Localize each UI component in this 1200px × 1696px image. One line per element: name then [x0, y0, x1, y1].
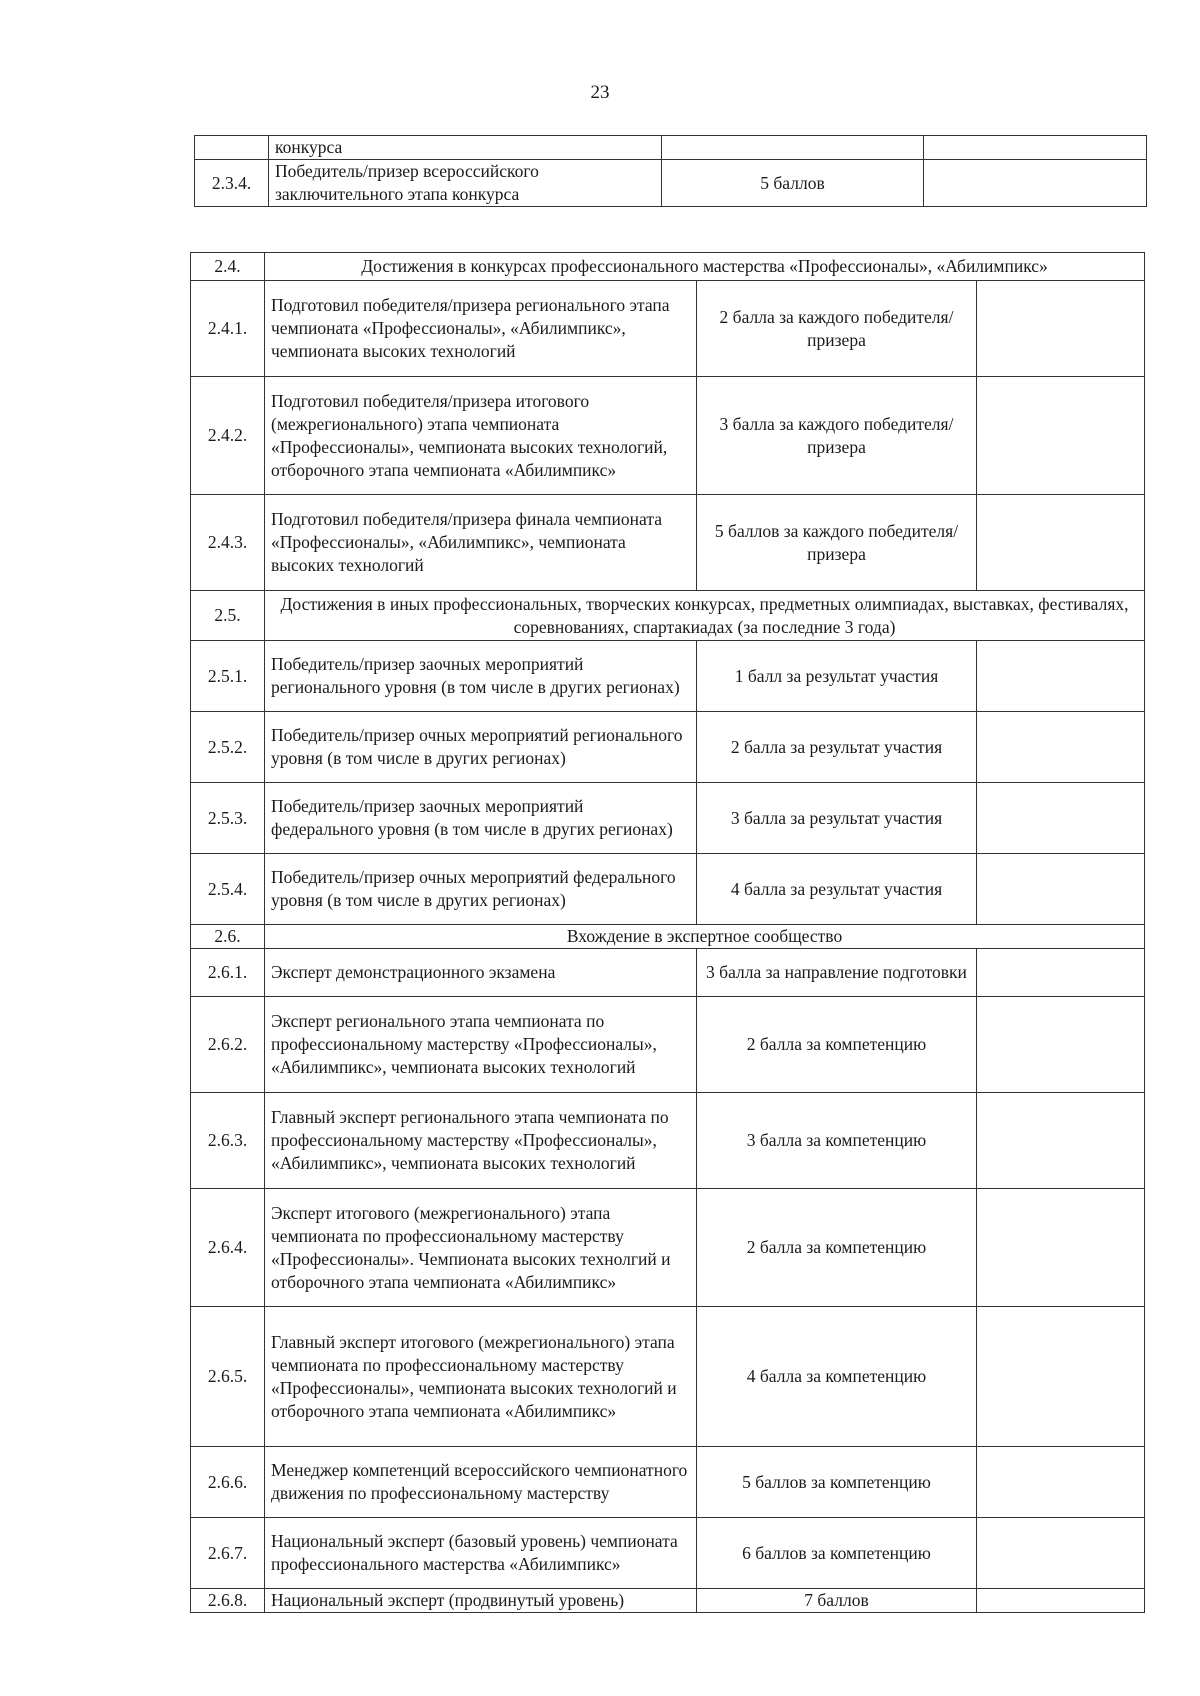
section-number: 2.4.: [191, 253, 265, 281]
row-number: 2.6.3.: [191, 1093, 265, 1189]
row-extra: [977, 641, 1145, 712]
row-number: 2.5.4.: [191, 854, 265, 925]
section-number: 2.6.: [191, 925, 265, 949]
row-score: 2 балла за каждого победителя/призера: [697, 281, 977, 377]
row-score: 5 баллов за каждого победителя/призера: [697, 495, 977, 591]
row-extra: [924, 160, 1147, 207]
section-title: Достижения в иных профессиональных, творческих конкурсах, предметных олимпиадах, выставках, фестивалях, соревнованиях, спартакиадах (за последние 3 года): [265, 591, 1145, 641]
table-row: [191, 377, 1145, 495]
row-description: Победитель/призер всероссийского заключительного этапа конкурса: [269, 160, 662, 207]
row-extra: [977, 377, 1145, 495]
section-number: 2.5.: [191, 591, 265, 641]
row-description: Главный эксперт итогового (межрегионального) этапа чемпионата по профессиональному мастерству «Профессионалы», чемпионата высоких технологий и отборочного этапа чемпионата «Абилимпикс»: [265, 1307, 697, 1447]
table-row: [191, 1307, 1145, 1447]
row-extra: [977, 712, 1145, 783]
row-number: 2.6.1.: [191, 949, 265, 997]
row-description: Национальный эксперт (базовый уровень) чемпионата профессионального мастерства «Абилимпикс»: [265, 1518, 697, 1589]
row-score: 4 балла за результат участия: [697, 854, 977, 925]
table-row: [191, 1447, 1145, 1518]
row-score: 4 балла за компетенцию: [697, 1307, 977, 1447]
row-extra: [977, 281, 1145, 377]
row-extra: [977, 783, 1145, 854]
row-number: 2.6.5.: [191, 1307, 265, 1447]
section-row: [191, 591, 1145, 641]
row-score: 1 балл за результат участия: [697, 641, 977, 712]
table-row: [191, 641, 1145, 712]
row-score: 5 баллов: [662, 160, 924, 207]
row-extra: [977, 1093, 1145, 1189]
table-row: [191, 1189, 1145, 1307]
row-description: Менеджер компетенций всероссийского чемпионатного движения по профессиональному мастерству: [265, 1447, 697, 1518]
row-number: 2.5.1.: [191, 641, 265, 712]
row-number: [195, 136, 269, 160]
row-score: 3 балла за направление подготовки: [697, 949, 977, 997]
criteria-table-continued: [194, 135, 1147, 207]
row-score: 2 балла за компетенцию: [697, 1189, 977, 1307]
row-extra: [977, 1307, 1145, 1447]
table-row: [191, 281, 1145, 377]
row-extra: [977, 997, 1145, 1093]
row-description: Главный эксперт регионального этапа чемпионата по профессиональному мастерству «Профессионалы», «Абилимпикс», чемпионата высоких технологий: [265, 1093, 697, 1189]
row-score: 3 балла за результат участия: [697, 783, 977, 854]
row-description: Эксперт демонстрационного экзамена: [265, 949, 697, 997]
row-number: 2.4.2.: [191, 377, 265, 495]
row-extra: [977, 949, 1145, 997]
row-description: Эксперт регионального этапа чемпионата по профессиональному мастерству «Профессионалы», «Абилимпикс», чемпионата высоких технологий: [265, 997, 697, 1093]
row-extra: [924, 136, 1147, 160]
row-number: 2.6.2.: [191, 997, 265, 1093]
row-description: Подготовил победителя/призера финала чемпионата «Профессионалы», «Абилимпикс», чемпионата высоких технологий: [265, 495, 697, 591]
row-description: конкурса: [269, 136, 662, 160]
table-row: [191, 783, 1145, 854]
row-number: 2.4.3.: [191, 495, 265, 591]
row-score: [662, 136, 924, 160]
row-number: 2.3.4.: [195, 160, 269, 207]
row-number: 2.6.6.: [191, 1447, 265, 1518]
row-description: Подготовил победителя/призера итогового (межрегионального) этапа чемпионата «Профессионалы», чемпионата высоких технологий, отборочного этапа чемпионата «Абилимпикс»: [265, 377, 697, 495]
row-extra: [977, 1518, 1145, 1589]
row-description: Победитель/призер заочных мероприятий федерального уровня (в том числе в других регионах): [265, 783, 697, 854]
row-description: Победитель/призер очных мероприятий федерального уровня (в том числе в других регионах): [265, 854, 697, 925]
table-row: [191, 1518, 1145, 1589]
table-row: [195, 160, 1147, 207]
row-number: 2.4.1.: [191, 281, 265, 377]
row-description: Эксперт итогового (межрегионального) этапа чемпионата по профессиональному мастерству «Профессионалы». Чемпионата высоких технолгий и отборочного этапа чемпионата «Абилимпикс»: [265, 1189, 697, 1307]
row-score: 3 балла за каждого победителя/призера: [697, 377, 977, 495]
row-description: Победитель/призер очных мероприятий регионального уровня (в том числе в других регионах): [265, 712, 697, 783]
row-extra: [977, 854, 1145, 925]
table-row: [191, 1093, 1145, 1189]
row-score: 5 баллов за компетенцию: [697, 1447, 977, 1518]
table-row: [191, 854, 1145, 925]
row-extra: [977, 1589, 1145, 1613]
row-score: 3 балла за компетенцию: [697, 1093, 977, 1189]
row-extra: [977, 1447, 1145, 1518]
table-row: [191, 1589, 1145, 1613]
row-description: Победитель/призер заочных мероприятий регионального уровня (в том числе в других регионах): [265, 641, 697, 712]
section-title: Вхождение в экспертное сообщество: [265, 925, 1145, 949]
row-description: Национальный эксперт (продвинутый уровень): [265, 1589, 697, 1613]
row-number: 2.6.8.: [191, 1589, 265, 1613]
row-number: 2.5.2.: [191, 712, 265, 783]
section-row: [191, 253, 1145, 281]
row-extra: [977, 1189, 1145, 1307]
row-number: 2.5.3.: [191, 783, 265, 854]
table-row: [191, 495, 1145, 591]
section-title: Достижения в конкурсах профессионального мастерства «Профессионалы», «Абилимпикс»: [265, 253, 1145, 281]
row-extra: [977, 495, 1145, 591]
section-row: [191, 925, 1145, 949]
row-number: 2.6.4.: [191, 1189, 265, 1307]
table-row: [191, 949, 1145, 997]
row-score: 2 балла за компетенцию: [697, 997, 977, 1093]
row-description: Подготовил победителя/призера регионального этапа чемпионата «Профессионалы», «Абилимпикс», чемпионата высоких технологий: [265, 281, 697, 377]
page-number: 23: [590, 82, 610, 103]
table-row: [195, 136, 1147, 160]
table-row: [191, 997, 1145, 1093]
row-score: 2 балла за результат участия: [697, 712, 977, 783]
row-score: 6 баллов за компетенцию: [697, 1518, 977, 1589]
criteria-table: [190, 252, 1145, 1613]
row-score: 7 баллов: [697, 1589, 977, 1613]
table-row: [191, 712, 1145, 783]
row-number: 2.6.7.: [191, 1518, 265, 1589]
